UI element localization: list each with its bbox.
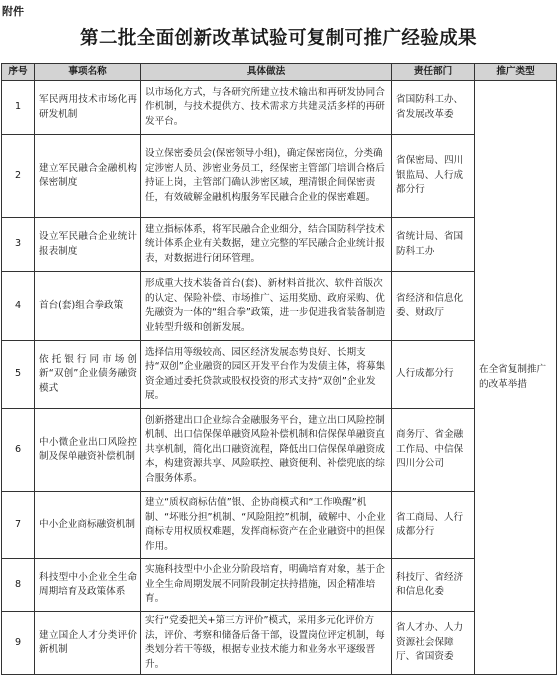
row-number: 2 bbox=[2, 135, 35, 218]
table-row bbox=[2, 135, 557, 218]
item-name: 军民两用技术市场化再研发机制 bbox=[35, 81, 141, 135]
item-measures: 建立指标体系，将军民融合企业细分，结合国防科学技术统计体系企业有关数据，建立完整的军民融合企业统计报表，对数据进行闭环管理。 bbox=[141, 218, 392, 272]
item-dept: 科技厅、省经济和信息化委 bbox=[392, 559, 475, 612]
table-row bbox=[2, 341, 557, 409]
table-row bbox=[2, 559, 557, 612]
item-dept: 省工商局、人行成都分行 bbox=[392, 492, 475, 559]
row-number: 8 bbox=[2, 559, 35, 612]
item-measures: 以市场化方式，与各研究所建立技术输出和再研发协同合作机制，与技术提供方、技术需求方共建灵活多样的再研发平台。 bbox=[141, 81, 392, 135]
results-table bbox=[1, 63, 557, 675]
item-dept: 商务厅、省金融工作局、中信保四川分公司 bbox=[392, 409, 475, 492]
row-number: 9 bbox=[2, 612, 35, 675]
item-dept: 人行成都分行 bbox=[392, 341, 475, 409]
item-name: 中小企业商标融资机制 bbox=[35, 492, 141, 559]
header-dept: 责任部门 bbox=[392, 64, 475, 81]
header-name: 事项名称 bbox=[35, 64, 141, 81]
item-measures: 建立“质权商标估值”银、企协商模式和“工作唤醒”机制、“坏账分担”机制、“风险阻控”机制，破解中、小企业商标专用权质权难题，发挥商标资产在企业融资中的担保作用。 bbox=[141, 492, 392, 559]
item-name: 建立国企人才分类评价新机制 bbox=[35, 612, 141, 675]
item-measures: 创新搭建出口企业综合金融服务平台，建立出口风险控制机制、出口信保保单融资风险补偿机制和信保保单融资直共享机制，简化出口融资流程，降低出口信保保单融资成本，构建资源共享、风险联控、融资便利、补偿兜底的综合服务体系。 bbox=[141, 409, 392, 492]
item-measures: 形成重大技术装备首台(套)、新材料首批次、软件首版次的认定、保险补偿、市场推广、运用奖励、政府采购、优先融资为一体的“组合拳”政策，进一步促进我省装备制造业转型升级和创新发展。 bbox=[141, 272, 392, 341]
item-dept: 省保密局、四川银监局、人行成都分行 bbox=[392, 135, 475, 218]
item-name: 中小微企业出口风险控制及保单融资补偿机制 bbox=[35, 409, 141, 492]
attachment-label: 附件 bbox=[2, 5, 24, 18]
header-type: 推广类型 bbox=[475, 64, 557, 81]
row-number: 3 bbox=[2, 218, 35, 272]
row-number: 4 bbox=[2, 272, 35, 341]
item-dept: 省统计局、省国防科工办 bbox=[392, 218, 475, 272]
item-name: 科技型中小企业全生命周期培育及政策体系 bbox=[35, 559, 141, 612]
row-number: 1 bbox=[2, 81, 35, 135]
item-measures: 设立保密委员会(保密领导小组)，确定保密岗位，分类确定涉密人员、涉密业务员工，经保密主管部门培训合格后持证上岗，主管部门确认涉密区域，理清银企间保密责任，有效破解金融机构服务军民融合企业的保密难题。 bbox=[141, 135, 392, 218]
item-dept: 省经济和信息化委、财政厅 bbox=[392, 272, 475, 341]
item-dept: 省人才办、人力资源社会保障厅、省国资委 bbox=[392, 612, 475, 675]
item-measures: 实行“党委把关+第三方评价”模式，采用多元化评价方法，评价、考察和储备后备干部，设置岗位评定机制，每类划分若干等级，根据专业技术能力和业务水平逐级晋升。 bbox=[141, 612, 392, 675]
item-name: 依托银行同市场创新“双创”企业债务融资模式 bbox=[35, 341, 141, 409]
page-title: 第二批全面创新改革试验可复制可推广经验成果 bbox=[80, 28, 477, 49]
item-measures: 实施科技型中小企业分阶段培育，明确培育对象，基于企业全生命周期发展不同阶段制定扶持措施，因企精准培育。 bbox=[141, 559, 392, 612]
table-row bbox=[2, 492, 557, 559]
table-row bbox=[2, 409, 557, 492]
row-number: 6 bbox=[2, 409, 35, 492]
table-row bbox=[2, 81, 557, 135]
table-row bbox=[2, 272, 557, 341]
item-name: 建立军民融合金融机构保密制度 bbox=[35, 135, 141, 218]
item-dept: 省国防科工办、省发展改革委 bbox=[392, 81, 475, 135]
header-measures: 具体做法 bbox=[141, 64, 392, 81]
promotion-type: 在全省复制推广的改革举措 bbox=[475, 81, 557, 675]
table-row bbox=[2, 218, 557, 272]
table-row bbox=[2, 612, 557, 675]
item-name: 设立军民融合企业统计报表制度 bbox=[35, 218, 141, 272]
header-no: 序号 bbox=[2, 64, 35, 81]
row-number: 7 bbox=[2, 492, 35, 559]
item-name: 首台(套)组合拳政策 bbox=[35, 272, 141, 341]
item-measures: 选择信用等级较高、园区经济发展态势良好、长期支持“双创”企业融资的园区开发平台作为发债主体，将募集资金通过委托贷款或股权投资的形式支持“双创”企业发展。 bbox=[141, 341, 392, 409]
table-header-row bbox=[2, 64, 557, 81]
row-number: 5 bbox=[2, 341, 35, 409]
